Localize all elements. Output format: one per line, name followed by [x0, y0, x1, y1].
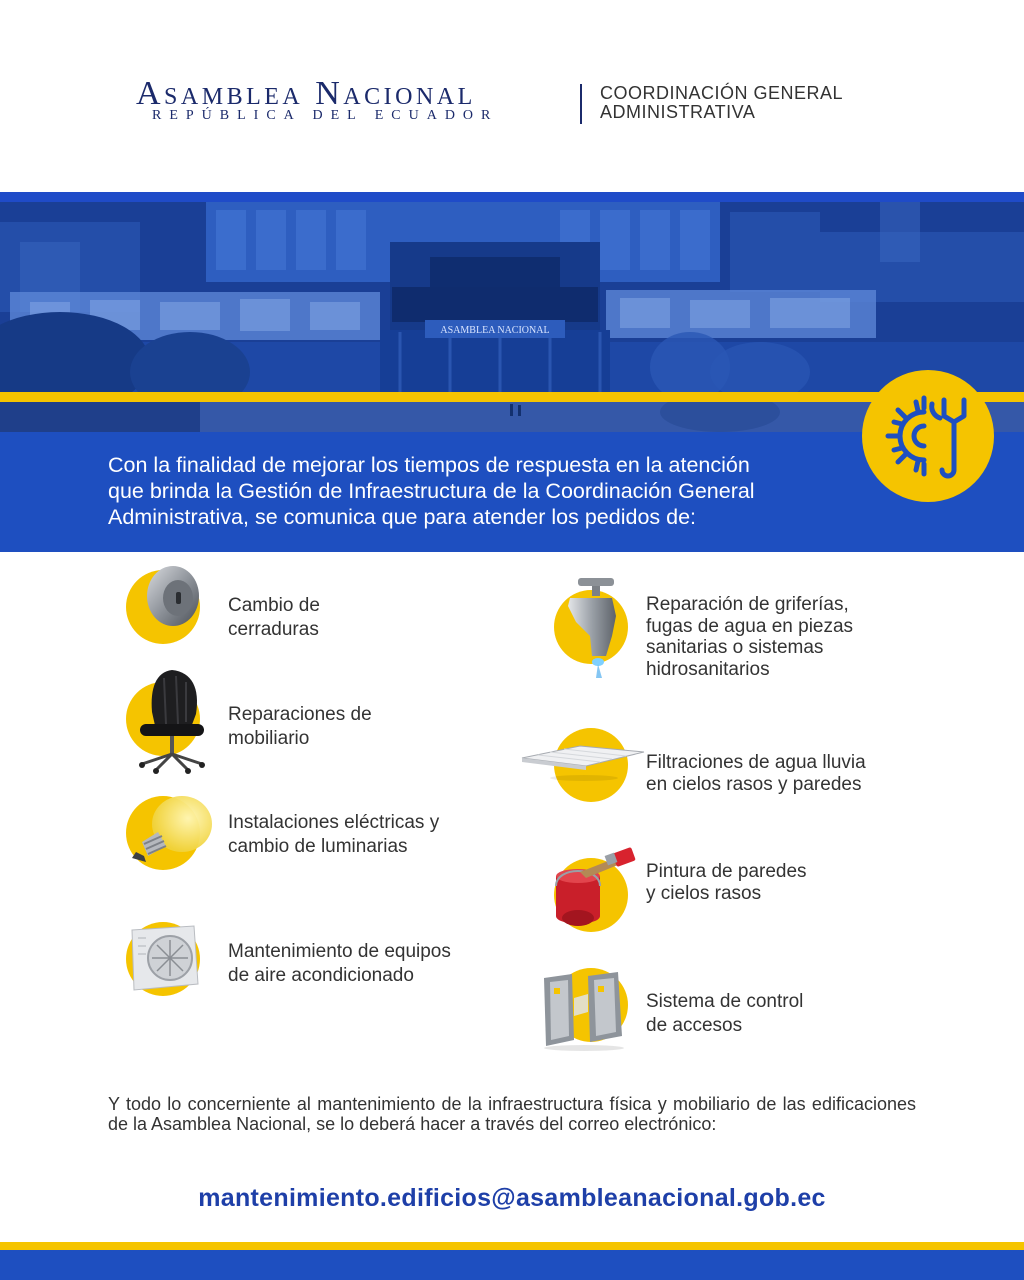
- office-chair-icon: [134, 668, 210, 774]
- footer-blue-band: [0, 1250, 1024, 1280]
- air-conditioner-icon: [128, 924, 202, 994]
- service-painting-line-1: Pintura de paredes: [646, 861, 807, 882]
- service-access-control-line-2: de accesos: [646, 1015, 743, 1036]
- building-sign: ASAMBLEA NACIONAL: [440, 325, 550, 336]
- paint-can-icon: [550, 846, 638, 930]
- intro-line-2: que brinda la Gestión de Infraestructura de la Coordinación General: [108, 479, 755, 503]
- hero-building-image: [0, 202, 1024, 392]
- footer-yellow-stripe: [0, 1242, 1024, 1250]
- gear-wrench-badge: [862, 370, 994, 502]
- brand-subtitle: REPÚBLICA DEL ECUADOR: [152, 108, 499, 123]
- department-line-2: ADMINISTRATIVA: [600, 102, 756, 122]
- ceiling-tile-icon: [520, 742, 646, 782]
- service-air-conditioning: [228, 940, 451, 988]
- hero-top-bar: [0, 192, 1024, 202]
- service-electrical: [228, 811, 439, 859]
- service-leaks: [646, 752, 866, 795]
- intro-line-3: Administrativa, se comunica que para atender los pedidos de:: [108, 505, 697, 529]
- service-access-control-line-1: Sistema de control: [646, 991, 804, 1012]
- access-turnstile-icon: [538, 970, 638, 1052]
- service-locks-line-2: cerraduras: [228, 619, 319, 640]
- department-name: [600, 84, 843, 122]
- service-plumbing-line-3: sanitarias o sistemas: [646, 637, 824, 658]
- lock-cylinder-icon: [138, 560, 208, 640]
- service-painting: [646, 861, 807, 904]
- service-furniture: [228, 703, 372, 751]
- header-divider: [580, 84, 582, 124]
- service-leaks-line-1: Filtraciones de agua lluvia: [646, 752, 866, 773]
- service-painting-line-2: y cielos rasos: [646, 882, 762, 904]
- light-bulb-icon: [124, 792, 216, 872]
- service-plumbing-line-2: fugas de agua en piezas: [646, 615, 854, 637]
- service-locks: [228, 594, 320, 642]
- intro-text: [108, 452, 868, 530]
- service-air-conditioning-line-1: Mantenimiento de equipos: [228, 941, 451, 962]
- maintenance-email-link[interactable]: mantenimiento.edificios@asambleanacional.gob.ec: [198, 1184, 826, 1212]
- service-plumbing: [646, 594, 853, 680]
- department-line-1: COORDINACIÓN GENERAL: [600, 83, 844, 103]
- service-plumbing-line-1: Reparación de griferías,: [646, 594, 849, 615]
- building-illustration: [0, 202, 1024, 392]
- service-plumbing-line-4: hidrosanitarios: [646, 658, 770, 680]
- service-electrical-line-2: cambio de luminarias: [228, 836, 408, 857]
- service-access-control: [646, 990, 803, 1038]
- intro-line-1: Con la finalidad de mejorar los tiempos de respuesta en la atención: [108, 453, 750, 477]
- service-furniture-line-2: mobiliario: [228, 728, 310, 749]
- gear-wrench-icon: [862, 370, 994, 502]
- closing-text: Y todo lo concerniente al mantenimiento de la infraestructura física y mobiliario de las edificaciones de la Asamblea Nacional, se lo deberá hacer a través del correo electrónico:: [108, 1094, 916, 1134]
- brand-name: Asamblea Nacional: [136, 75, 476, 112]
- service-locks-line-1: Cambio de: [228, 595, 320, 616]
- service-leaks-line-2: en cielos rasos y paredes: [646, 773, 862, 795]
- faucet-icon: [556, 576, 628, 680]
- service-air-conditioning-line-2: de aire acondicionado: [228, 965, 414, 986]
- service-electrical-line-1: Instalaciones eléctricas y: [228, 812, 440, 833]
- service-furniture-line-1: Reparaciones de: [228, 704, 372, 725]
